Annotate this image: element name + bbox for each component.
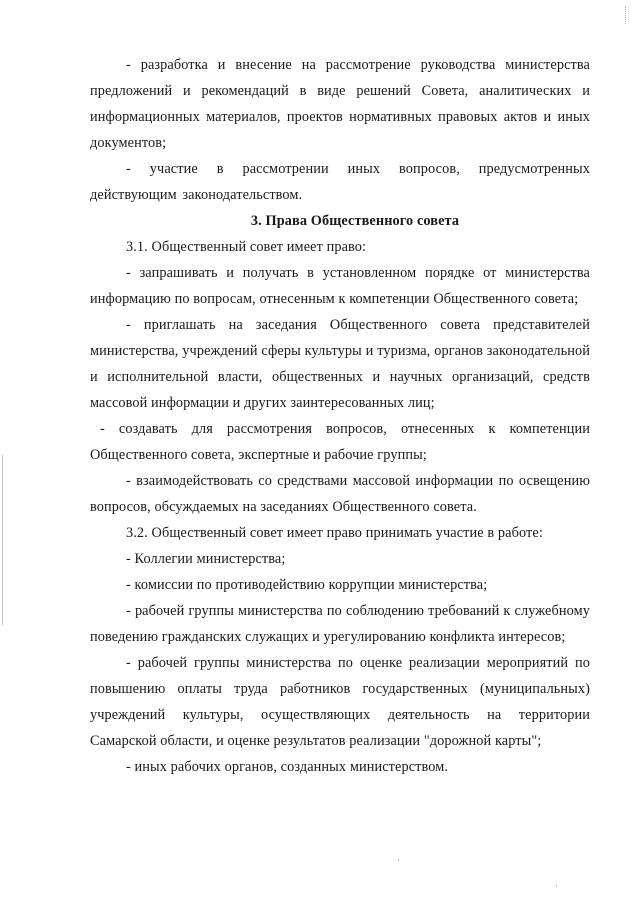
scan-speck (398, 858, 399, 861)
paragraph-3-2: 3.2. Общественный совет имеет право принимать участие в работе: (126, 525, 543, 541)
paragraph-participation: - участие в рассмотрении иных вопросов, предусмотренных действующим законодательством. (90, 161, 590, 203)
paragraph-conduct-group: - рабочей группы министерства по соблюдению требований к служебному поведению гражданских служащих и урегулированию конфликта интересов; (90, 603, 590, 645)
paragraph-media: - взаимодействовать со средствами массовой информации по освещению вопросов, обсуждаемых на заседаниях Общественного совета. (90, 473, 590, 515)
document-body (90, 52, 590, 780)
paragraph-3-1: 3.1. Общественный совет имеет право: (126, 239, 367, 255)
scan-speck (556, 884, 557, 887)
paragraph-create-groups: - создавать для рассмотрения вопросов, отнесенных к компетенции Общественного совета, экспертные и рабочие группы; (90, 421, 590, 463)
paragraph-wages-group: - рабочей группы министерства по оценке реализации мероприятий по повышению оплаты труда работников государственных (муниципальных) учреждений культуры, осуществляющих деятельность на территории Самарской области, и оценке результатов реализации "дорожной карты"; (90, 655, 590, 749)
paragraph-request-info: - запрашивать и получать в установленном порядке от министерства информацию по вопросам, отнесенным к компетенции Общественного совета; (90, 265, 590, 307)
scan-artifact (621, 6, 626, 24)
paragraph-anticorruption: - комиссии по противодействию коррупции министерства; (126, 577, 488, 593)
paragraph-collegium: - Коллегии министерства; (126, 551, 286, 567)
section-heading: 3. Права Общественного совета (250, 213, 460, 229)
scan-edge-mark (2, 455, 3, 625)
paragraph-other-bodies: - иных рабочих органов, созданных министерством. (126, 759, 449, 775)
paragraph-invite: - приглашать на заседания Общественного совета представителей министерства, учреждений сферы культуры и туризма, органов законодательной и исполнительной власти, общественных и научных организаций, средств массовой информации и других заинтересованных лиц; (90, 317, 590, 411)
paragraph-proposals: - разработка и внесение на рассмотрение руководства министерства предложений и рекомендаций в виде решений Совета, аналитических и информационных материалов, проектов нормативных правовых актов и иных документов; (90, 57, 590, 151)
